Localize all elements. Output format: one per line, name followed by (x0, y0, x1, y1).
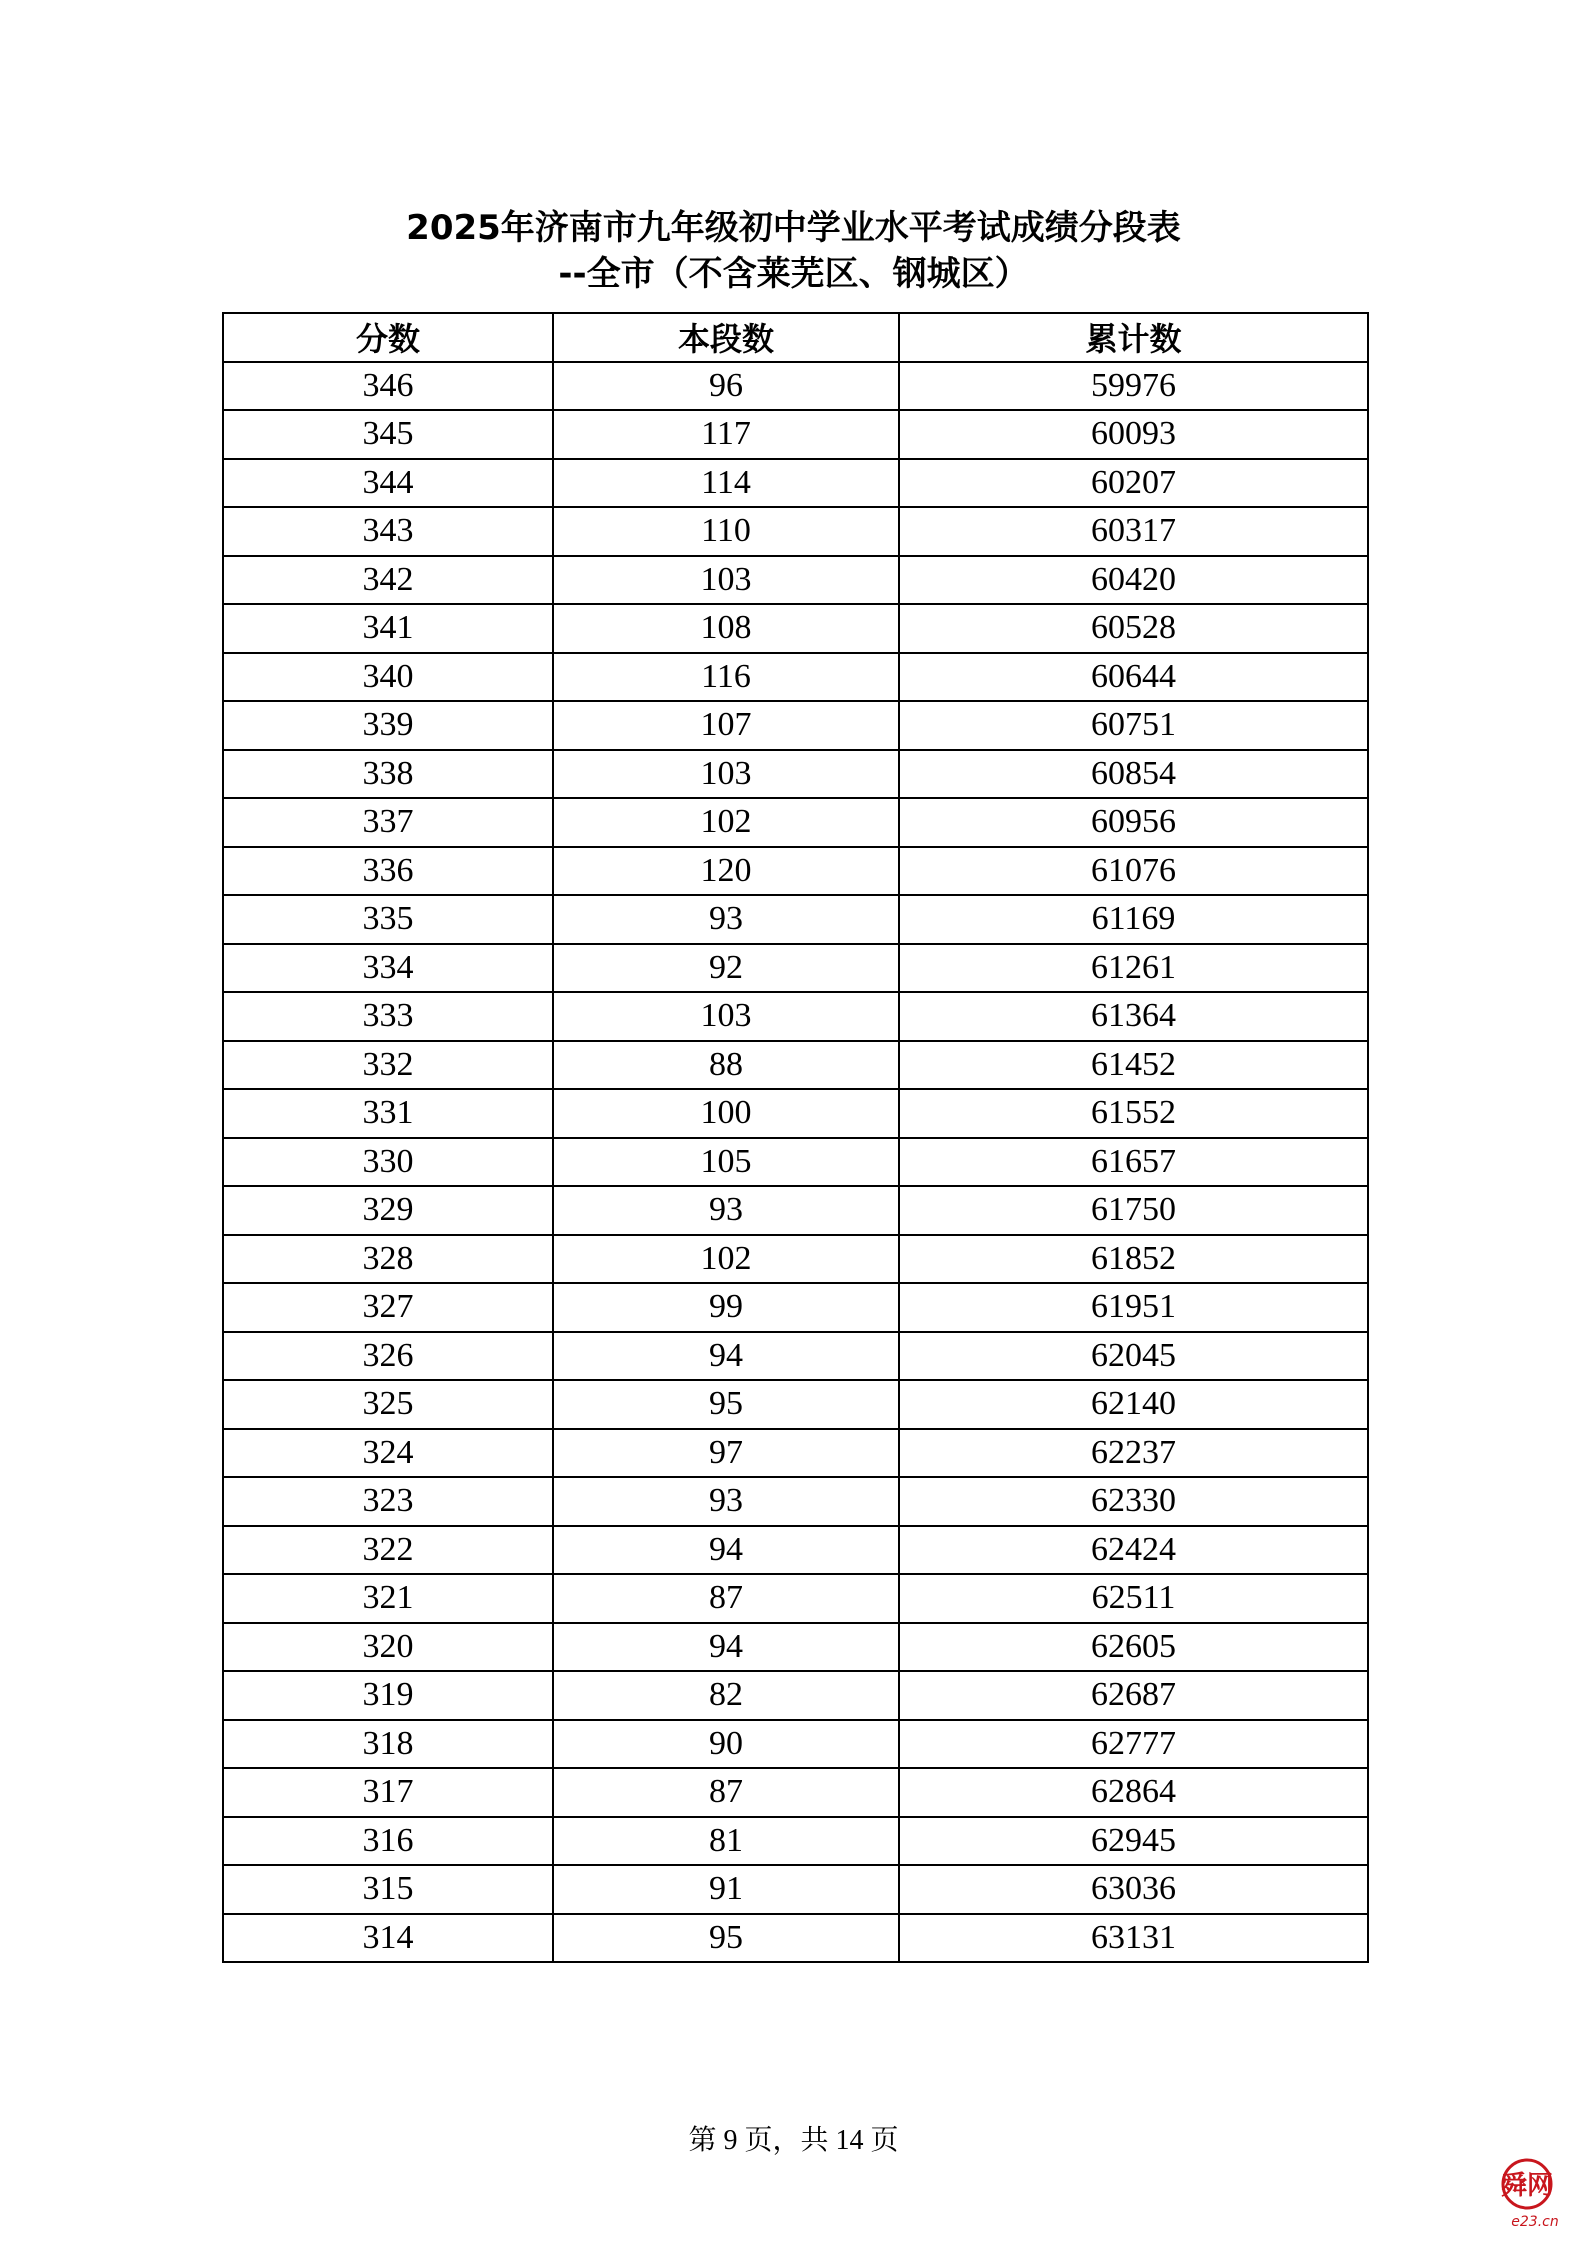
cell-cumulative-count: 62045 (899, 1332, 1368, 1381)
cell-segment-count: 93 (553, 1477, 899, 1526)
cell-score: 343 (223, 507, 553, 556)
table-row (223, 1283, 1368, 1332)
table-row (223, 1914, 1368, 1963)
score-distribution-table (222, 312, 1369, 1963)
cell-segment-count: 93 (553, 1186, 899, 1235)
cell-segment-count: 117 (553, 410, 899, 459)
cell-score: 346 (223, 362, 553, 411)
cell-cumulative-count: 60644 (899, 653, 1368, 702)
cell-cumulative-count: 62330 (899, 1477, 1368, 1526)
cell-segment-count: 93 (553, 895, 899, 944)
cell-cumulative-count: 59976 (899, 362, 1368, 411)
cell-segment-count: 87 (553, 1574, 899, 1623)
page-subtitle: --全市（不含莱芜区、钢城区） (558, 254, 1029, 294)
table-row (223, 1768, 1368, 1817)
cell-segment-count: 96 (553, 362, 899, 411)
cell-score: 329 (223, 1186, 553, 1235)
cell-cumulative-count: 61364 (899, 992, 1368, 1041)
table-row (223, 1380, 1368, 1429)
header-score: 分数 (223, 313, 553, 362)
cell-cumulative-count: 63131 (899, 1914, 1368, 1963)
table-row (223, 459, 1368, 508)
cell-cumulative-count: 60854 (899, 750, 1368, 799)
table-row (223, 1186, 1368, 1235)
cell-score: 325 (223, 1380, 553, 1429)
cell-cumulative-count: 60420 (899, 556, 1368, 605)
cell-segment-count: 105 (553, 1138, 899, 1187)
cell-cumulative-count: 61852 (899, 1235, 1368, 1284)
cell-segment-count: 107 (553, 701, 899, 750)
cell-score: 340 (223, 653, 553, 702)
table-row (223, 604, 1368, 653)
cell-cumulative-count: 61076 (899, 847, 1368, 896)
cell-score: 327 (223, 1283, 553, 1332)
table-row (223, 847, 1368, 896)
cell-segment-count: 94 (553, 1623, 899, 1672)
cell-segment-count: 97 (553, 1429, 899, 1478)
cell-segment-count: 102 (553, 798, 899, 847)
table-row (223, 895, 1368, 944)
cell-cumulative-count: 60956 (899, 798, 1368, 847)
table-row (223, 410, 1368, 459)
cell-segment-count: 82 (553, 1671, 899, 1720)
table-row (223, 1817, 1368, 1866)
cell-score: 330 (223, 1138, 553, 1187)
cell-score: 318 (223, 1720, 553, 1769)
table-row (223, 798, 1368, 847)
cell-cumulative-count: 61552 (899, 1089, 1368, 1138)
table-row (223, 556, 1368, 605)
table-row (223, 992, 1368, 1041)
cell-cumulative-count: 62687 (899, 1671, 1368, 1720)
logo-domain: e23.cn (1511, 2214, 1559, 2230)
cell-segment-count: 87 (553, 1768, 899, 1817)
cell-segment-count: 99 (553, 1283, 899, 1332)
page-number: 第 9 页，共 14 页 (688, 2125, 899, 2156)
cell-cumulative-count: 60751 (899, 701, 1368, 750)
table-row (223, 1671, 1368, 1720)
cell-score: 317 (223, 1768, 553, 1817)
cell-score: 319 (223, 1671, 553, 1720)
cell-score: 333 (223, 992, 553, 1041)
logo-text: 舜网 (1500, 2171, 1554, 2201)
cell-score: 337 (223, 798, 553, 847)
cell-score: 338 (223, 750, 553, 799)
table-row (223, 1332, 1368, 1381)
table-row (223, 1235, 1368, 1284)
cell-cumulative-count: 61750 (899, 1186, 1368, 1235)
cell-segment-count: 95 (553, 1380, 899, 1429)
cell-cumulative-count: 61951 (899, 1283, 1368, 1332)
cell-score: 332 (223, 1041, 553, 1090)
cell-score: 326 (223, 1332, 553, 1381)
cell-cumulative-count: 62237 (899, 1429, 1368, 1478)
table-row (223, 1574, 1368, 1623)
cell-cumulative-count: 61169 (899, 895, 1368, 944)
table-row (223, 507, 1368, 556)
cell-segment-count: 88 (553, 1041, 899, 1090)
cell-score: 316 (223, 1817, 553, 1866)
cell-cumulative-count: 60093 (899, 410, 1368, 459)
table-row (223, 1089, 1368, 1138)
cell-cumulative-count: 61452 (899, 1041, 1368, 1090)
cell-cumulative-count: 62140 (899, 1380, 1368, 1429)
cell-score: 321 (223, 1574, 553, 1623)
cell-score: 315 (223, 1865, 553, 1914)
cell-segment-count: 94 (553, 1332, 899, 1381)
cell-segment-count: 92 (553, 944, 899, 993)
cell-segment-count: 103 (553, 992, 899, 1041)
cell-score: 328 (223, 1235, 553, 1284)
cell-segment-count: 102 (553, 1235, 899, 1284)
cell-score: 339 (223, 701, 553, 750)
cell-score: 345 (223, 410, 553, 459)
cell-score: 335 (223, 895, 553, 944)
cell-segment-count: 120 (553, 847, 899, 896)
header-segment-count: 本段数 (553, 313, 899, 362)
cell-segment-count: 95 (553, 1914, 899, 1963)
cell-segment-count: 100 (553, 1089, 899, 1138)
cell-cumulative-count: 60528 (899, 604, 1368, 653)
table-row (223, 701, 1368, 750)
cell-cumulative-count: 63036 (899, 1865, 1368, 1914)
table-row (223, 1041, 1368, 1090)
cell-segment-count: 108 (553, 604, 899, 653)
page-title: 2025年济南市九年级初中学业水平考试成绩分段表 (406, 208, 1181, 248)
cell-segment-count: 94 (553, 1526, 899, 1575)
cell-segment-count: 114 (553, 459, 899, 508)
cell-score: 322 (223, 1526, 553, 1575)
cell-cumulative-count: 61261 (899, 944, 1368, 993)
cell-cumulative-count: 61657 (899, 1138, 1368, 1187)
table-body (223, 362, 1368, 1963)
table-row (223, 944, 1368, 993)
cell-score: 331 (223, 1089, 553, 1138)
cell-score: 344 (223, 459, 553, 508)
cell-cumulative-count: 62777 (899, 1720, 1368, 1769)
table-row (223, 1865, 1368, 1914)
table-row (223, 1526, 1368, 1575)
cell-cumulative-count: 62511 (899, 1574, 1368, 1623)
cell-score: 334 (223, 944, 553, 993)
cell-score: 314 (223, 1914, 553, 1963)
cell-score: 324 (223, 1429, 553, 1478)
header-cumulative-count: 累计数 (899, 313, 1368, 362)
cell-score: 336 (223, 847, 553, 896)
table-row (223, 1623, 1368, 1672)
cell-score: 342 (223, 556, 553, 605)
table-row (223, 653, 1368, 702)
cell-score: 320 (223, 1623, 553, 1672)
table-row (223, 1477, 1368, 1526)
cell-cumulative-count: 62605 (899, 1623, 1368, 1672)
cell-segment-count: 103 (553, 556, 899, 605)
cell-segment-count: 116 (553, 653, 899, 702)
cell-segment-count: 90 (553, 1720, 899, 1769)
cell-cumulative-count: 62864 (899, 1768, 1368, 1817)
cell-cumulative-count: 62424 (899, 1526, 1368, 1575)
cell-segment-count: 103 (553, 750, 899, 799)
cell-score: 341 (223, 604, 553, 653)
table-row (223, 750, 1368, 799)
cell-score: 323 (223, 1477, 553, 1526)
cell-segment-count: 110 (553, 507, 899, 556)
table-row (223, 1720, 1368, 1769)
table-header-row (223, 313, 1368, 362)
table-row (223, 1429, 1368, 1478)
cell-segment-count: 91 (553, 1865, 899, 1914)
cell-cumulative-count: 62945 (899, 1817, 1368, 1866)
table-row (223, 362, 1368, 411)
cell-cumulative-count: 60317 (899, 507, 1368, 556)
cell-segment-count: 81 (553, 1817, 899, 1866)
table-row (223, 1138, 1368, 1187)
cell-cumulative-count: 60207 (899, 459, 1368, 508)
site-logo-icon (1497, 2152, 1567, 2232)
